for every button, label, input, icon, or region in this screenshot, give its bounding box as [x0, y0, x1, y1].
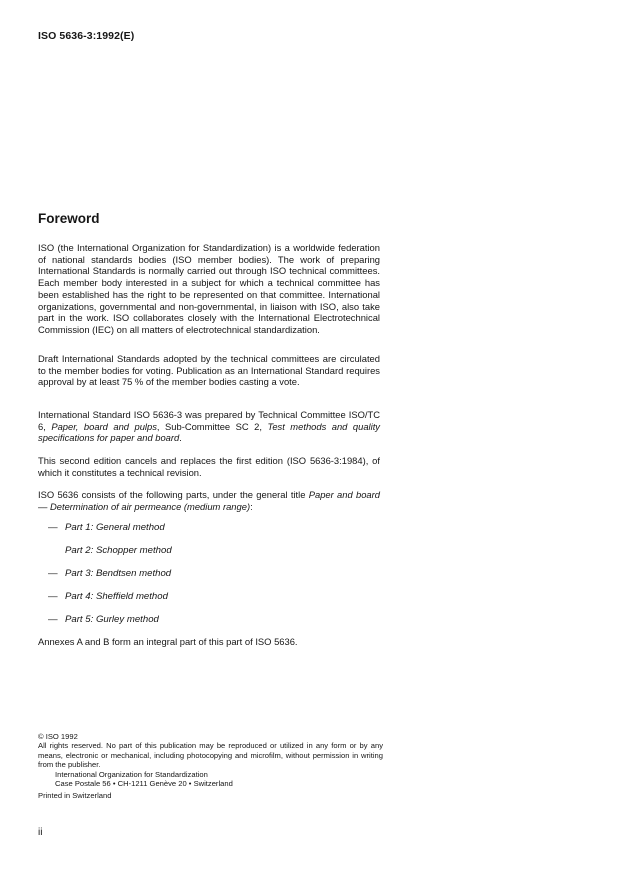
- part-label: Part 2:: [65, 545, 94, 556]
- part-label: Part 4:: [65, 591, 94, 602]
- part-dash: —: [48, 568, 58, 579]
- foreword-paragraph-1: ISO (the International Organization for Standardization) is a worldwide federation of national standards bodies (ISO member bodies). The work of preparing International Standards is normally carried out through ISO technical committees. Each member body interested in a subject for which a technical committee has been established has the right to be represented on that committee. International organizations, governmental and non-governmental, in liaison with ISO, also take part in the work. ISO collaborates closely with the International Electrotechnical Commission (IEC) on all matters of electrotechnical standardization.: [38, 242, 380, 335]
- foreword-paragraph-5: [38, 489, 380, 512]
- part-dash: —: [48, 522, 58, 533]
- part-list-item: [48, 591, 168, 603]
- part-label: Part 5:: [65, 614, 94, 625]
- part-name: Sheffield method: [95, 591, 168, 602]
- part-dash: —: [48, 591, 58, 602]
- part-list-item: [48, 545, 172, 557]
- part-name: General method: [95, 522, 165, 533]
- part-list-item: [48, 614, 159, 626]
- p3-text-a: International Standard ISO 5636-3 was prepared by Technical Committee ISO/TC 6,: [38, 409, 380, 432]
- part-list-item: [48, 522, 165, 534]
- publisher-organization: International Organization for Standardization: [55, 770, 208, 779]
- document-id-header: ISO 5636-3:1992(E): [38, 30, 135, 42]
- p3-text-c: , Sub-Committee SC 2,: [156, 420, 268, 432]
- part-name: Gurley method: [95, 614, 159, 625]
- printed-in-notice: Printed in Switzerland: [38, 791, 112, 800]
- foreword-paragraph-2: Draft International Standards adopted by the technical committees are circulated to the member bodies for voting. Publication as an International Standard requires approval by at least 75 % of the member bodies casting a vote.: [38, 353, 380, 388]
- rights-notice: All rights reserved. No part of this publication may be reproduced or utilized in any form or by any means, electronic or mechanical, including photocopying and microfilm, without permission in writing from the publisher.: [38, 741, 383, 770]
- p3-committee-name: Paper, board and pulps: [51, 420, 157, 432]
- part-list-item: [48, 568, 171, 580]
- part-name: Bendtsen method: [95, 568, 172, 579]
- publisher-address: Case Postale 56 • CH-1211 Genève 20 • Switzerland: [55, 779, 233, 788]
- part-dash: —: [48, 614, 58, 625]
- p3-subcommittee-name: Test methods and quality specifications for paper and board: [38, 420, 380, 444]
- part-label: Part 3:: [65, 568, 94, 579]
- p5-general-title: Paper and board — Determination of air permeance (medium range): [38, 489, 380, 512]
- foreword-title: Foreword: [38, 211, 100, 226]
- foreword-paragraph-3: [38, 409, 380, 444]
- copyright-line: © ISO 1992: [38, 732, 78, 741]
- foreword-paragraph-4: This second edition cancels and replaces the first edition (ISO 5636-3:1984), of which it constitutes a technical revision.: [38, 455, 380, 478]
- part-name: Schopper method: [95, 545, 172, 556]
- annex-statement: Annexes A and B form an integral part of this part of ISO 5636.: [38, 636, 298, 647]
- p5-text-c: :: [250, 500, 253, 512]
- p3-text-e: .: [179, 432, 182, 444]
- page-number: ii: [38, 827, 43, 838]
- part-label: Part 1:: [65, 522, 94, 533]
- p5-text-a: ISO 5636 consists of the following parts, under the general title: [38, 489, 309, 500]
